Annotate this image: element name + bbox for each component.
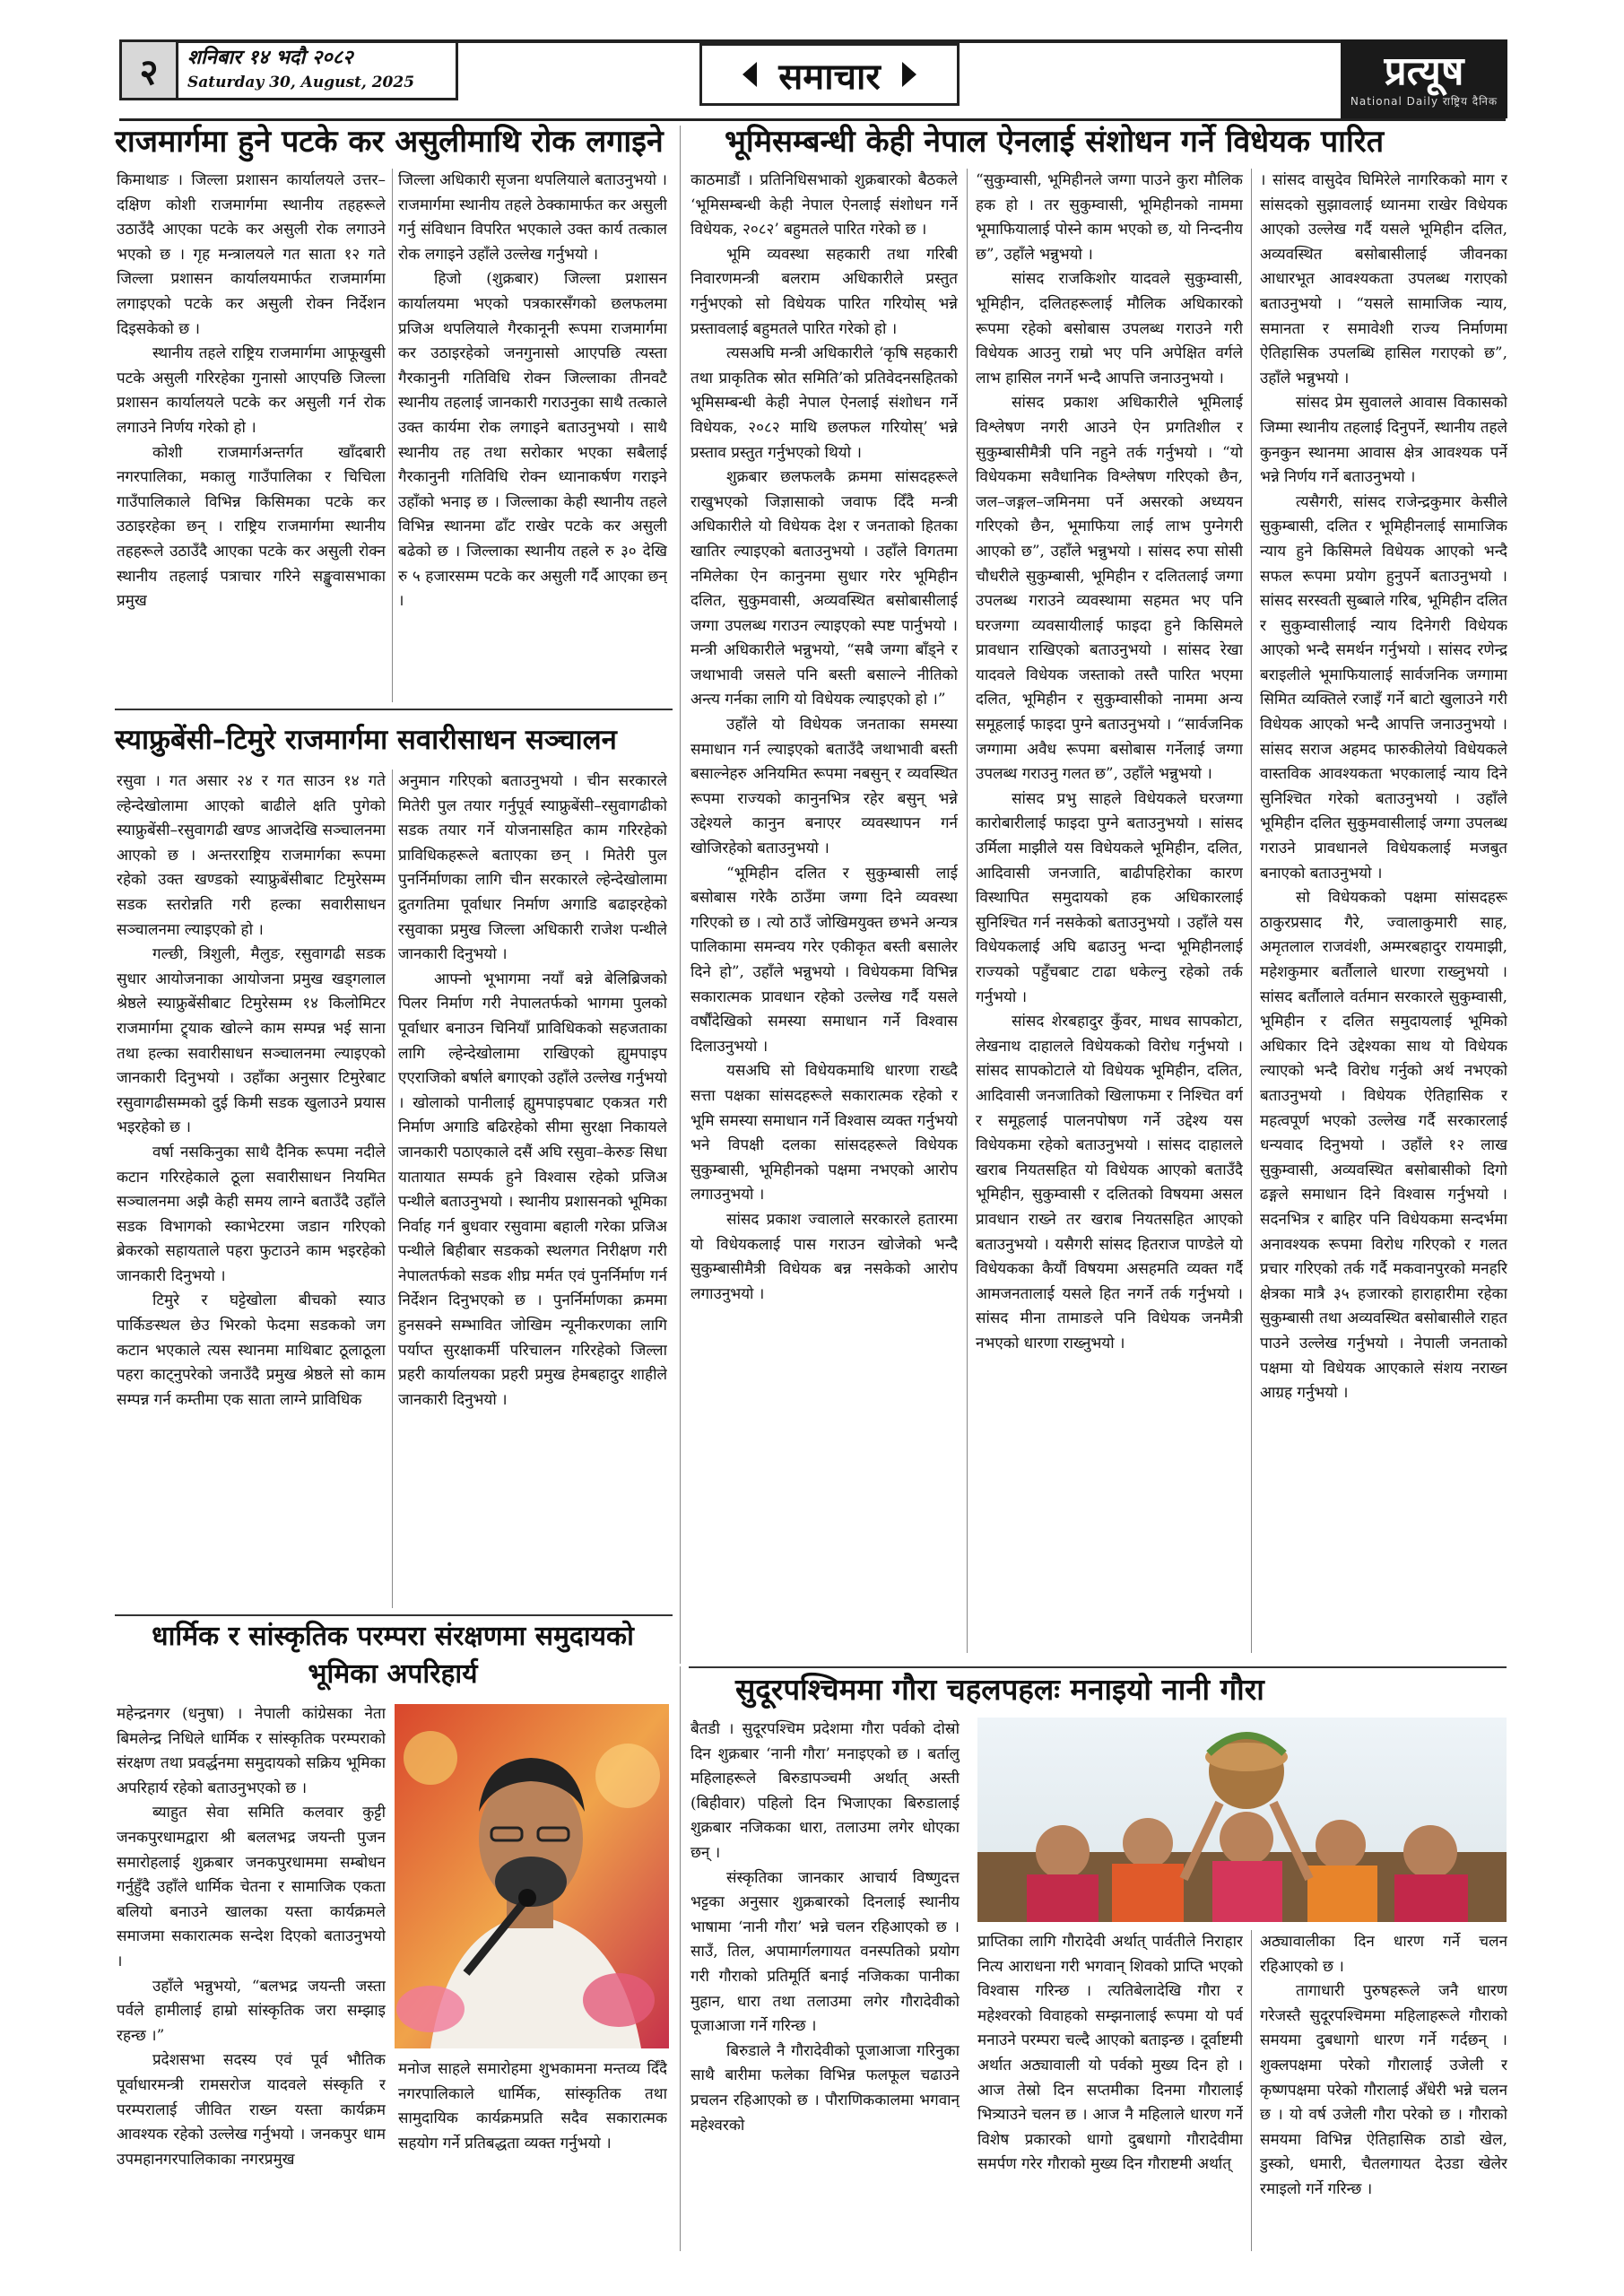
paragraph: सांसद राजकिशोर यादवले सुकुम्वासी, भूमिहीन, दलितहरूलाई मौलिक अधिकारको रूपमा रहेको बसोबास उपलब्ध गराउने गरी विधेयक आउनु राम्रो भए पनि अपेक्षित वर्गले लाभ हासिल नगर्ने भन्दै आपत्ति जनाउनुभयो । [976, 270, 1243, 387]
highway-tax-col-1 [117, 169, 386, 702]
paragraph: काठमाडौं । प्रतिनिधिसभाको शुक्रबारको बैठकले ‘भूमिसम्बन्धी केही नेपाल ऐनलाई संशोधन गर्ने विधेयक, २०८२’ बहुमतले पारित गरेको छ । [690, 171, 958, 239]
dateline [178, 39, 458, 100]
paragraph: ब्याहुत सेवा समिति कलवार कुट्टी जनकपुरधामद्वारा श्री बललभद्र जयन्ती पुजन समारोहलाई शुक्रबार जनकपुरधाममा सम्बोधन गर्नुहुँदै उहाँले धार्मिक चेतना र सामाजिक एकता बलियो बनाउने खालका यस्ता कार्यक्रमले समाजमा सकारात्मक सन्देश दिएको बताउनुभयो । [117, 1804, 386, 1970]
paragraph: उहाँले भन्नुभयो, “बलभद्र जयन्ती जस्ता पर्वले हामीलाई हाम्रो सांस्कृतिक जरा सम्झाइ रहन्छ ।” [117, 1977, 386, 2045]
headline-cultural-line-2: भूमिका अपरिहार्य [308, 1658, 478, 1690]
paragraph: । सांसद वासुदेव घिमिरेले नागरिकको माग र सांसदको सुझावलाई ध्यानमा राखेर विधेयक आएको उल्लेख गर्दै यसले भूमिहीन दलित, अव्यवस्थित बसोबासीलाई जीवनका आधारभूत आवश्यकता उपलब्ध गराएको बताउनुभयो । “यसले सामाजिक न्याय, समानता र समावेशी राज्य निर्माणमा ऐतिहासिक उपलब्धि हासिल गराएको छ”, उहाँले भन्नुभयो । [1260, 171, 1507, 387]
page-number-text: २ [139, 51, 159, 93]
paragraph: बिरुडाले नै गौरादेवीको पूजाआजा गरिनुका साथै बारीमा फलेका विभिन्न फलफूल चढाउने प्रचलन रहिआएको छ । पौराणिककालमा भगवान् महेश्वरको [690, 2041, 960, 2135]
paragraph: कोशी राजमार्गअन्तर्गत खाँदबारी नगरपालिका, मकालु गाउँपालिका र चिचिला गाउँपालिकाले विभिन्न किसिमका पटके कर उठाइरहेका छन् । राष्ट्रिय राजमार्गमा स्थानीय तहहरूले उठाउँदै आएका पटके कर असुली रोक्न स्थानीय तहलाई पत्राचार गरिने सङ्खुवासभाका प्रमुख [117, 443, 386, 611]
paragraph: टिमुरे र घट्टेखोला बीचको स्याउ पार्किङस्थल छेउ भिरको फेदमा सडकको जग कटान भएकाले त्यस स्थानमा माथिबाट ठूलाठूला पहरा काट्नुपरेको जनाउँदै प्रमुख श्रेष्ठले सो काम सम्पन्न गर्न कम्तीमा एक साता लाग्ने प्राविधिक [117, 1292, 386, 1409]
headline-gaura: सुदूरपश्चिममा गौरा चहलपहलः मनाइयो नानी गौरा [735, 1672, 1264, 1707]
gaura-col-1 [690, 1718, 960, 2251]
section-label: समाचार [778, 56, 881, 98]
paragraph: महेन्द्रनगर (धनुषा) । नेपाली कांग्रेसका नेता बिमलेन्द्र निधिले धार्मिक र सांस्कृतिक परम्पराको संरक्षण तथा प्रवर्द्धनमा समुदायको सक्रिय भूमिका अपरिहार्य रहेको बताउनुभएको छ । [117, 1705, 386, 1797]
paragraph: स्थानीय तहले राष्ट्रिय राजमार्गमा आफूखुसी पटके असुली गरिरहेका गुनासो आएपछि जिल्ला प्रशासन कार्यालयले पटके कर असुली गर्न रोक लगाउने निर्णय गरेको हो । [117, 344, 386, 437]
gaura-festival-photo-image [977, 1718, 1507, 1922]
paragraph: जिल्ला अधिकारी सृजना थपलियाले बताउनुभयो । राजमार्गमा स्थानीय तहले ठेक्कामार्फत कर असुली गर्नु संविधान विपरित भएकाले उक्त कार्य तत्काल रोक लगाइने उहाँले उल्लेख गर्नुभयो । [398, 171, 667, 264]
paragraph: “भूमिहीन दलित र सुकुम्बासी लाई बसोबास गरेकै ठाउँमा जग्गा दिने व्यवस्था गरिएको छ । त्यो ठाउँ जोखिमयुक्त छभने अन्यत्र पालिकामा समन्वय गरेर एकीकृत बस्ती बसालेर दिने हो”, उहाँले भन्नुभयो । विधेयकमा विभिन्न सकारात्मक प्रावधान रहेको उल्लेख गर्दै यसले वर्षौंदेखिको समस्या समाधान गर्ने विश्वास दिलाउनुभयो । [690, 864, 958, 1056]
highway-tax-col-2 [398, 169, 667, 702]
paragraph: सांसद प्रकाश अधिकारीले भूमिलाई विश्लेषण नगरी आउने ऐन प्रगतिशील र सुकुम्बासीमैत्री पनि नहुने तर्क गर्नुभयो । “यो विधेयकमा सवैधानिक विश्लेषण गरिएको छैन, जल–जङ्गल–जमिनमा पर्ने असरको अध्ययन गरिएको छैन, भूमाफिया लाई लाभ पुग्नेगरी आएको छ”, उहाँले भन्नुभयो । सांसद रुपा सोसी चौधरीले सुकुम्बासी, भूमिहीन र दलितलाई जग्गा उपलब्ध गराउने व्यवस्थामा सहमत भए पनि घरजग्गा व्यवसायीलाई फाइदा हुने किसिमले प्रावधान राखिएको बताउनुभयो । सांसद रेखा यादवले विधेयक जस्ताको तस्तै पारित भएमा दलित, भूमिहीन र सुकुम्वासीको नाममा अन्य समूहलाई फाइदा पुग्ने बताउनुभयो । “सार्वजनिक जग्गामा अवैध रूपमा बसोबास गर्नेलाई जग्गा उपलब्ध गराउनु गलत छ”, उहाँले भन्नुभयो । [976, 394, 1243, 784]
headline-syafru: स्याफ्रुबेंसी–टिमुरे राजमार्गमा सवारीसाधन सञ्चालन [115, 724, 617, 756]
paragraph: सांसद प्रभु साहले विधेयकले घरजग्गा कारोबारीलाई फाइदा पुग्ने बताउनुभयो । सांसद उर्मिला माझीले यस विधेयकले भूमिहीन, दलित, आदिवासी जनजाति, बाढीपहिरोका कारण विस्थापित समुदायको हक अधिकारलाई सुनिश्चित गर्न नसकेको बताउनुभयो । उहाँले यस विधेयकलाई अघि बढाउनु भन्दा भूमिहीनलाई राज्यको पहुँचबाट टाढा धकेल्नु रहेको तर्क गर्नुभयो । [976, 789, 1243, 1006]
masthead-bottom-rule [119, 118, 1506, 121]
column-rule [1251, 1930, 1252, 2251]
headline-land-bill: भूमिसम्बन्धी केही नेपाल ऐनलाई संशोधन गर्ने विधेयक पारित [725, 124, 1385, 160]
column-rule [392, 770, 393, 1608]
triangle-right-icon [902, 62, 916, 87]
paragraph: किमाथाङ । जिल्ला प्रशासन कार्यालयले उत्तर–दक्षिण कोशी राजमार्गमा स्थानीय तहहरूले उठाउँदै आएका पटके कर असुली रोक लगाउने भएको छ । गृह मन्त्रालयले गत साता १२ गते जिल्ला प्रशासन कार्यालयमार्फत राजमार्गमा लगाइएको पटके कर असुली रोक्न निर्देशन दिइसकेको छ । [117, 171, 386, 338]
paragraph: सांसद शेरबहादुर कुँवर, माधव सापकोटा, लेखनाथ दाहालले विधेयकको विरोध गर्नुभयो । सांसद सापकोटाले यो विधेयक भूमिहीन, दलित, आदिवासी जनजातिको खिलाफमा र निश्चित वर्ग र समूहलाई पालनपोषण गर्ने उद्देश्य यस विधेयकमा रहेको बताउनुभयो । सांसद दाहालले खराब नियतसहित यो विधेयक आएको बताउँदै भूमिहीन, सुकुम्वासी र दलितको विषयमा असल प्रावधान राख्ने तर खराब नियतसहित आएको बताउनुभयो । यसैगरी सांसद हितराज पाण्डेले यो विधेयकका कैयौं विषयमा असहमति व्यक्त गर्दै आमजनतालाई यसले हित नगर्ने तर्क गर्नुभयो । सांसद मीना तामाङले पनि विधेयक जनमैत्री नभएको धारणा राख्नुभयो । [976, 1013, 1243, 1352]
paragraph: भूमि व्यवस्था सहकारी तथा गरिबी निवारणमन्त्री बलराम अधिकारीले प्रस्तुत गर्नुभएको सो विधेयक पारित गरियोस् भन्ने प्रस्तावलाई बहुमतले पारित गरेको हो । [690, 245, 958, 338]
column-rule [680, 126, 681, 1664]
paragraph: मनोज साहले समारोहमा शुभकामना मन्तव्य दिँदै नगरपालिकाले धार्मिक, सांस्कृतिक तथा सामुदायिक कार्यक्रमप्रति सदैव सकारात्मक सहयोग गर्ने प्रतिबद्धता व्यक्त गर्नुभयो । [398, 2060, 667, 2152]
column-rule [680, 1666, 681, 2251]
land-bill-col-2 [976, 169, 1243, 1653]
logo-subtitle: National Daily राष्ट्रिय दैनिक [1350, 94, 1498, 108]
gaura-col-2 [977, 1930, 1243, 2251]
paragraph: त्यसैगरी, सांसद राजेन्द्रकुमार केसीले सुकुम्बासी, दलित र भूमिहीनलाई सामाजिक न्याय हुने किसिमले विधेयक आएको भन्दै सफल रूपमा प्रयोग हुनुपर्ने बताउनुभयो । सांसद सरस्वती सुब्बाले गरिब, भूमिहीन दलित र सुकुम्वासीलाई न्याय दिनेगरी विधेयक आएको भन्दै समर्थन गर्नुभयो । सांसद रणेन्द्र बराइलीले भूमाफियालाई सार्वजनिक जग्गामा सिमित व्यक्तिले रजाइँ गर्ने बाटो खुलाउने गरी विधेयक आएको भन्दै आपत्ति जनाउनुभयो । सांसद सराज अहमद फारुकीलेयो विधेयकले वास्तविक आवश्यकता भएकालाई न्याय दिने सुनिश्चित गरेको बताउनुभयो । उहाँले भूमिहीन दलित सुकुमवासीलाई जग्गा उपलब्ध गराउने प्रावधानले विधेयकलाई मजबुत बनाएको बताउनुभयो । [1260, 492, 1507, 883]
portrait-photo-image [395, 1704, 669, 2048]
section-label-box [699, 43, 960, 106]
paragraph: संस्कृतिका जानकार आचार्य विष्णुदत्त भट्टका अनुसार शुक्रबारको दिनलाई स्थानीय भाषामा ‘नानी गौरा’ भन्ने चलन रहिआएको छ । साउँ, तिल, अपामार्गलगायत वनस्पतिको प्रयोग गरी गौराको प्रतिमूर्ति बनाई नजिकका पानीका मुहान, धारा तथा तलाउमा लगेर गौरादेवीको पूजाआजा गर्ने गरिन्छ । [690, 1868, 960, 2036]
paragraph: प्राप्तिका लागि गौरादेवी अर्थात् पार्वतीले निराहार नित्य आराधना गरी भगवान् शिवको प्राप्ति भएको विश्वास गरिन्छ । त्यतिबेलादेखि गौरा र महेश्वरको विवाहको सम्झनालाई रूपमा यो पर्व मनाउने परम्परा चल्दै आएको बताइन्छ । दूर्वाष्टमी अर्थात अठ्यावाली यो पर्वको मुख्य दिन हो । आज तेस्रो दिन सप्तमीका दिनमा गौरालाई भित्र्याउने चलन छ । आज नै महिलाले धारण गर्ने विशेष प्रकारको धागो दुबधागो गौरादेवीमा समर्पण गरेर गौराको मुख्य दिन गौराष्टमी अर्थात् [977, 1933, 1243, 2174]
paragraph: तागाधारी पुरुषहरूले जनै धारण गरेजस्तै सुदूरपश्चिममा महिलाहरूले गौराको समयमा दुबधागो धारण गर्ने गर्दछन् । शुक्लपक्षमा परेको गौरालाई उजेली र कृष्णपक्षमा परेको गौरालाई अँधेरी भन्ने चलन छ । यो वर्ष उजेली गौरा परेको छ । गौराको समयमा विभिन्न ऐतिहासिक ठाडो खेल, डुस्को, धमारी, चैतलगायत देउडा खेलेर रमाइलो गर्ने गरिन्छ । [1260, 1982, 1507, 2198]
cultural-col-2 [398, 2057, 667, 2251]
section-divider [689, 1666, 1507, 1668]
section-divider [115, 1614, 673, 1616]
paragraph: रसुवा । गत असार २४ र गत साउन १४ गते ल्हेन्देखोलामा आएको बाढीले क्षति पुगेको स्याफ्रुबेंसी–रसुवागढी खण्ड आजदेखि सञ्चालनमा आएको छ । अन्तरराष्ट्रिय राजमार्गका रूपमा रहेको उक्त खण्डको स्याफ्रुबेंसीबाट टिमुरेसम्म सडक स्तरोन्नति गरी हल्का सवारीसाधन सञ्चालनमा ल्याइएको हो । [117, 772, 386, 939]
paragraph: त्यसअघि मन्त्री अधिकारीले ‘कृषि सहकारी तथा प्राकृतिक स्रोत समिति’को प्रतिवेदनसहितको भूमिसम्बन्धी केही नेपाल ऐनलाई संशोधन गर्ने विधेयक, २०८२ माथि छलफल गरियोस्’ भन्ने प्रस्ताव प्रस्तुत गर्नुभएको थियो । [690, 344, 958, 462]
paragraph: सांसद प्रकाश ज्वालाले सरकारले हतारमा यो विधेयकलाई पास गराउन खोजेको भन्दै सुकुम्बासीमैत्री विधेयक बन्न नसकेको आरोप लगाउनुभयो । [690, 1210, 958, 1303]
paragraph: “सुकुम्वासी, भूमिहीनले जग्गा पाउने कुरा मौलिक हक हो । तर सुकुम्वासी, भूमिहीनको नाममा भूमाफियालाई पोस्ने काम भएको छ, यो निन्दनीय छ”, उहाँले भन्नुभयो । [976, 171, 1243, 264]
paragraph: बैतडी । सुदूरपश्चिम प्रदेशमा गौरा पर्वको दोस्रो दिन शुक्रबार ‘नानी गौरा’ मनाइएको छ । बर्तालु महिलाहरूले बिरुडापञ्चमी अर्थात् अस्ती (बिहीवार) पहिलो दिन भिजाएका बिरुडालाई शुक्रबार नजिकका धारा, तलाउमा लगेर धोएका छन् । [690, 1720, 960, 1862]
column-rule [967, 169, 968, 1653]
column-rule [392, 169, 393, 702]
paragraph: उहाँले यो विधेयक जनताका समस्या समाधान गर्न ल्याइएको बताउँदै जथाभावी बस्ती बसाल्नेहरु अनियमित रूपमा नबसुन् र व्यवस्थित रूपमा राज्यको कानुनभित्र रहेर बसुन् भन्ने उद्देश्यले कानुन बनाएर व्यवस्थापन गर्न खोजिरहेको बताउनुभयो । [690, 716, 958, 858]
paragraph: अनुमान गरिएको बताउनुभयो । चीन सरकारले मितेरी पुल तयार गर्नुपूर्व स्याफ्रुबेंसी–रसुवागढीको सडक तयार गर्ने योजनासहित काम गरिरहेको प्राविधिकहरूले बताएका छन् । मितेरी पुल पुनर्निर्माणका लागि चीन सरकारले ल्हेन्देखोलामा द्रुतगतिमा पूर्वाधार निर्माण अगाडि बढाइरहेको रसुवाका प्रमुख जिल्ला अधिकारी राजेश पन्थीले जानकारी दिनुभयो । [398, 772, 667, 964]
column-rule [1251, 169, 1252, 1653]
triangle-left-icon [743, 62, 757, 87]
land-bill-col-1 [690, 169, 958, 1653]
paragraph: अठ्यावालीका दिन धारण गर्ने चलन रहिआएको छ । [1260, 1933, 1507, 1976]
logo-text: प्रत्यूष [1384, 48, 1464, 94]
paragraph: प्रदेशसभा सदस्य एवं पूर्व भौतिक पूर्वाधारमन्त्री रामसरोज यादवले संस्कृति र परम्परालाई जीवित राख्न यस्ता कार्यक्रम आवश्यक रहेको उल्लेख गर्नुभयो । जनकपुर धाम उपमहानगरपालिकाका नगरप्रमुख [117, 2051, 386, 2169]
headline-highway-tax: राजमार्गमा हुने पटके कर असुलीमाथि रोक लगाइने [115, 124, 664, 160]
date-nepali: शनिबार १४ भदौ २०८२ [187, 47, 353, 69]
cultural-col-1 [117, 1702, 386, 2251]
paragraph: सो विधेयकको पक्षमा सांसदहरू ठाकुरप्रसाद गैरे, ज्वालाकुमारी साह, अमृतलाल राजवंशी, अम्मरबहादुर रायमाझी, महेशकुमार बर्तौलाले धारणा राख्नुभयो । सांसद बर्तौलाले वर्तमान सरकारले सुकुम्वासी, भूमिहीन र दलित समुदायलाई भूमिको अधिकार दिने उद्देश्यका साथ यो विधेयक ल्याएको भन्दै विरोध गर्नुको अर्थ नभएको बताउनुभयो । विधेयक ऐतिहासिक र महत्वपूर्ण भएको उल्लेख गर्दै सरकारलाई धन्यवाद दिनुभयो । उहाँले १२ लाख सुकुम्वासी, अव्यवस्थित बसोबासीको दिगो ढङ्गले समाधान दिने विश्वास गर्नुभयो । सदनभित्र र बाहिर पनि विधेयकमा सन्दर्भमा अनावश्यक रूपमा विरोध गरिएको र गलत प्रचार गरिएको तर्क गर्दै मकवानपुरको मनहरि क्षेत्रका मात्रै ३५ हजारको हाराहारीमा रहेका सुकुम्बासी तथा अव्यवस्थित बसोबासीले राहत पाउने उल्लेख गर्नुभयो । नेपाली जनताको पक्षमा यो विधेयक आएकाले संशय नराख्न आग्रह गर्नुभयो । [1260, 889, 1507, 1403]
page-number [119, 39, 178, 100]
land-bill-col-3 [1260, 169, 1507, 1653]
newspaper-logo [1341, 39, 1507, 118]
portrait-photo [395, 1704, 669, 2048]
headline-cultural-line-1: धार्मिक र सांस्कृतिक परम्परा संरक्षणमा समुदायको [152, 1621, 634, 1652]
gaura-festival-photo [977, 1718, 1507, 1922]
section-divider [115, 709, 673, 710]
syafru-col-2 [398, 770, 667, 1608]
gaura-col-3 [1260, 1930, 1507, 2251]
paragraph: यसअघि सो विधेयकमाथि धारणा राख्दै सत्ता पक्षका सांसदहरूले सकारात्मक रहेको र भूमि समस्या समाधान गर्ने विश्वास व्यक्त गर्नुभयो भने विपक्षी दलका सांसदहरूले विधेयक सुकुम्बासी, भूमिहीनको पक्षमा नभएको आरोप लगाउनुभयो । [690, 1062, 958, 1205]
paragraph: सांसद प्रेम सुवालले आवास विकासको जिम्मा स्थानीय तहलाई दिनुपर्ने, स्थानीय तहले कुनकुन स्थानमा आवास क्षेत्र आवश्यक पर्ने भन्ने निर्णय गर्ने बताउनुभयो । [1260, 394, 1507, 487]
paragraph: हिजो (शुक्रबार) जिल्ला प्रशासन कार्यालयमा भएको पत्रकारसँगको छलफलमा प्रजिअ थपलियाले गैरकानूनी रूपमा राजमार्गमा कर उठाइरहेको जनगुनासो आएपछि त्यस्ता गैरकानुनी गतिविधि रोक्न जिल्लाका तीनवटै स्थानीय तहलाई जानकारी गराउनुका साथै तत्काले उक्त कार्यमा रोक लगाइने बताउनुभयो । साथै स्थानीय तह तथा सरोकार भएका सबैलाई गैरकानुनी गतिविधि रोक्न ध्यानाकर्षण गराइने उहाँको भनाइ छ । जिल्लाका केही स्थानीय तहले विभिन्न स्थानमा ढाँट राखेर पटके कर असुली बढेको छ । जिल्लाका स्थानीय तहले रु ३० देखि रु ५ हजारसम्म पटके कर असुली गर्दै आएका छन् । [398, 270, 667, 611]
paragraph: वर्षा नसकिनुका साथै दैनिक रूपमा नदीले कटान गरिरहेकाले ठूला सवारीसाधन नियमित सञ्चालनमा अझै केही समय लाग्ने बताउँदै उहाँले सडक विभागको स्काभेटरमा जडान गरिएको ब्रेकरको सहायताले पहरा फुटाउने काम भइरहेको जानकारी दिनुभयो । [117, 1143, 386, 1285]
paragraph: आफ्नो भूभागमा नयाँ बन्ने बेलिब्रिजको पिलर निर्माण गरी नेपालतर्फको भागमा पुलको पूर्वाधार बनाउन चिनियाँ प्राविधिकको सहजताका लागि ल्हेन्देखोलामा राखिएको ह्युमपाइप एएराजिको बर्षाले बगाएको उहाँले उल्लेख गर्नुभयो । खोलाको पानीलाई ह्युमपाइपबाट एकत्रत गरी निर्माण अगाडि बढिरहेको सीमा सुरक्षा निकायले जानकारी पठाएकाले दसैं अघि रसुवा–केरुङ सिधा यातायात सम्पर्क हुने विश्वास रहेको प्रजिअ पन्थीले बताउनुभयो । स्थानीय प्रशासनको भूमिका निर्वाह गर्न बुधवार रसुवामा बहाली गरेका प्रजिअ पन्थीले बिहीबार सडकको स्थलगत निरीक्षण गरी नेपालतर्फको सडक शीघ्र मर्मत एवं पुनर्निर्माण गर्न निर्देशन दिनुभएको छ । पुनर्निर्माणका क्रममा हुनसक्ने सम्भावित जोखिम न्यूनीकरणका लागि पर्याप्त सुरक्षाकर्मी परिचालन गरिरहेको जिल्ला प्रहरी कार्यालयका प्रहरी प्रमुख हेमबहादुर शाहीले जानकारी दिनुभयो । [398, 970, 667, 1409]
syafru-col-1 [117, 770, 386, 1608]
paragraph: शुक्रबार छलफलकै क्रममा सांसदहरूले राखुभएको जिज्ञासाको जवाफ दिँदै मन्त्री अधिकारीले यो विधेयक देश र जनताको हितका खातिर ल्याइएको बताउनुभयो । उहाँले विगतमा नमिलेका ऐन कानुनमा सुधार गरेर भूमिहीन दलित, सुकुमवासी, अव्यवस्थित बसोबासीलाई जग्गा उपलब्ध गराउन ल्याइएको स्पष्ट पार्नुभयो । मन्त्री अधिकारीले भन्नुभयो, “सबै जग्गा बाँड्ने र जथाभावी जसले पनि बस्ती बसाल्ने नीतिको अन्त्य गर्नका लागि यो विधेयक ल्याइएको हो ।” [690, 468, 958, 709]
date-english: Saturday 30, August, 2025 [187, 74, 415, 91]
paragraph: गल्छी, त्रिशुली, मैलुङ, रसुवागढी सडक सुधार आयोजनाका आयोजना प्रमुख खड्गलाल श्रेष्ठले स्याफ्रुबेंसीबाट टिमुरेसम्म १४ किलोमिटर राजमार्गमा ट्र्याक खोल्ने काम सम्पन्न भई साना तथा हल्का सवारीसाधन सञ्चालनमा ल्याइएको जानकारी दिनुभयो । उहाँका अनुसार टिमुरेबाट रसुवागढीसम्मको दुई किमी सडक खुलाउने प्रयास भइरहेको छ । [117, 945, 386, 1137]
